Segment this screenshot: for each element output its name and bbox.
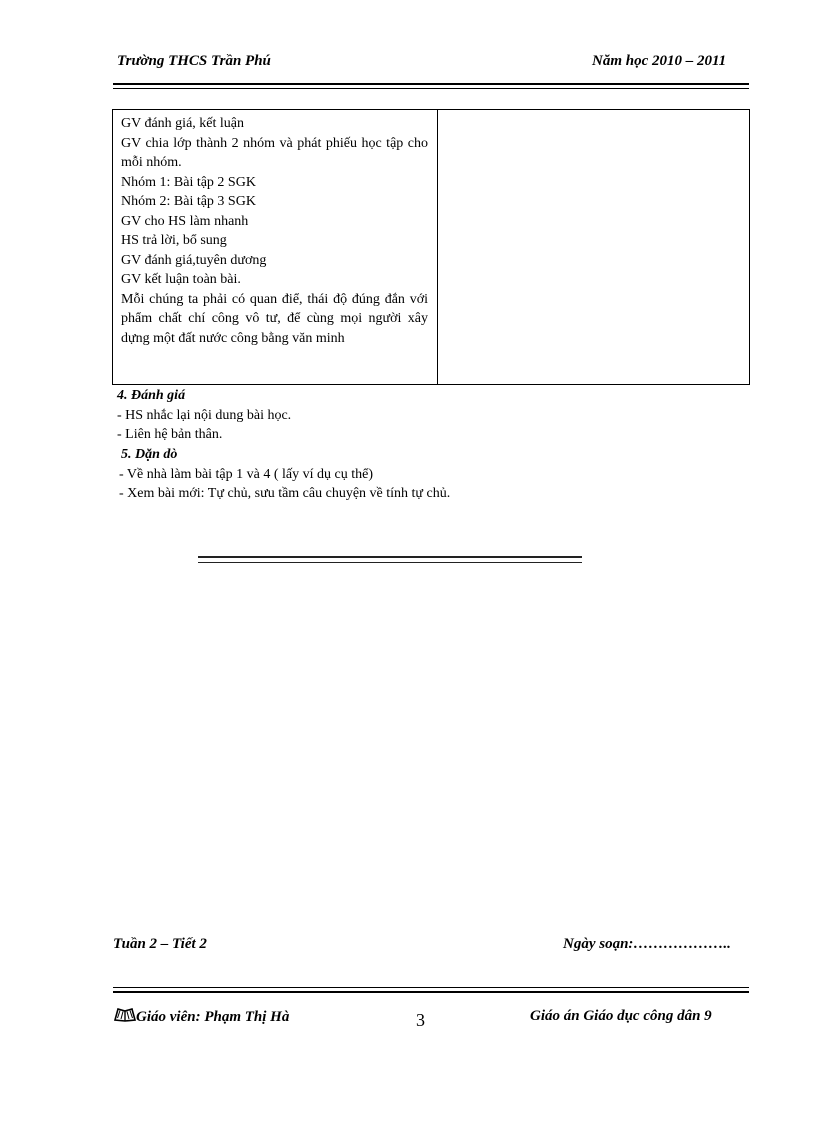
table-line: HS trả lời, bổ sung (121, 233, 227, 248)
header-year: Năm học 2010 – 2011 (592, 53, 727, 69)
list-item: - Về nhà làm bài tập 1 và 4 ( lấy ví dụ cụ thể) (119, 466, 373, 482)
prep-date-label: Ngày soạn:……………….. (563, 936, 731, 952)
table-line: GV chia lớp thành 2 nhóm và phát phiếu học tập cho mỗi nhóm. (121, 135, 428, 170)
table-line: GV kết luận toàn bài. (121, 272, 241, 287)
next-week-label: Tuần 2 – Tiết 2 (113, 936, 207, 952)
lesson-table (112, 109, 750, 385)
table-line: GV đánh giá,tuyên dương (121, 252, 267, 268)
evaluation-section (117, 386, 291, 445)
table-line: Nhóm 1: Bài tập 2 SGK (121, 174, 256, 190)
book-icon (114, 1008, 136, 1022)
table-line: GV đánh giá, kết luận (121, 116, 244, 131)
table-line: GV cho HS làm nhanh (121, 213, 249, 229)
footer-teacher (114, 1008, 289, 1026)
activity-cell (113, 110, 438, 385)
section-divider (198, 556, 582, 563)
header-school: Trường THCS Trần Phú (117, 53, 271, 69)
evaluation-heading: 4. Đánh giá (117, 388, 186, 403)
instructions-heading: 5. Dặn dò (121, 447, 178, 462)
footer-rule-bottom (113, 991, 749, 993)
table-line: Mỗi chúng ta phải có quan điể, thái độ đúng đắn với phẩm chất chí công vô tư, để cùng mọi người xây dựng một đất nước công bằng văn minh (121, 291, 428, 346)
instructions-section (119, 445, 450, 504)
header-rule-bottom (113, 88, 749, 89)
list-item: - Xem bài mới: Tự chủ, sưu tầm câu chuyện về tính tự chủ. (119, 486, 451, 501)
list-item: - Liên hệ bản thân. (117, 427, 223, 442)
header-rule-top (113, 83, 749, 85)
footer-rule-top (113, 987, 749, 988)
page-number: 3 (416, 1010, 425, 1030)
table-line: Nhóm 2: Bài tập 3 SGK (121, 194, 256, 209)
footer-subject: Giáo án Giáo dục công dân 9 (530, 1008, 712, 1024)
table-row (113, 110, 750, 385)
content-cell (438, 110, 750, 385)
teacher-name: Giáo viên: Phạm Thị Hà (136, 1009, 290, 1025)
list-item: - HS nhắc lại nội dung bài học. (117, 407, 292, 423)
